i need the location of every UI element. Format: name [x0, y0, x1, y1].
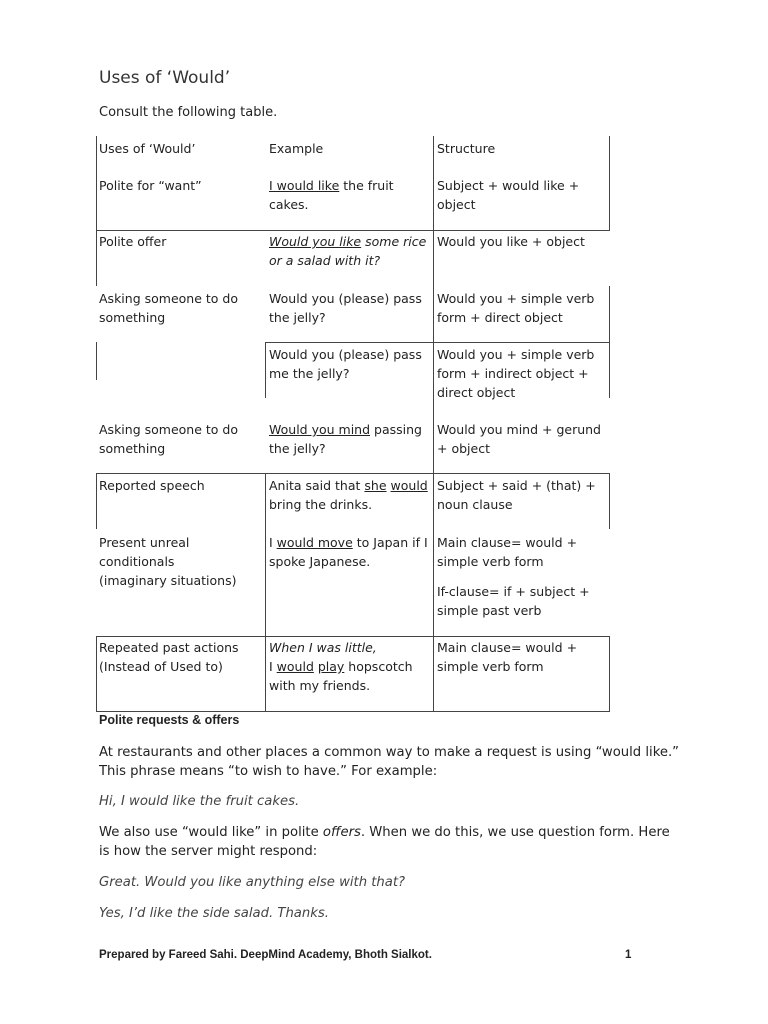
table-cell-structure-if: If-clause= if + subject + simple past verb	[437, 584, 590, 618]
table-border	[96, 230, 97, 286]
section-heading: Polite requests & offers	[99, 713, 240, 727]
example-sentence: Hi, I would like the fruit cakes.	[99, 794, 300, 809]
table-border	[433, 136, 434, 712]
page-number: 1	[625, 949, 632, 961]
table-header-structure: Structure	[437, 141, 496, 156]
table-cell-structure: Would you mind + gerund + object	[437, 422, 601, 456]
example-sentence: Yes, I’d like the side salad. Thanks.	[99, 906, 329, 921]
footer-credit: Prepared by Fareed Sahi. DeepMind Academy, Bhoth Sialkot.	[99, 949, 432, 961]
table-cell-use: Repeated past actions (Instead of Used to)	[99, 640, 239, 674]
table-border	[265, 342, 610, 343]
table-header-example: Example	[269, 141, 324, 156]
table-border	[96, 636, 610, 637]
table-cell-example: I would like the fruit cakes.	[269, 178, 394, 212]
table-border	[609, 136, 610, 174]
table-cell-use: Asking someone to do something	[99, 422, 238, 456]
table-cell-structure: Main clause= would + simple verb form	[437, 640, 578, 674]
intro-text: Consult the following table.	[99, 105, 278, 120]
table-cell-use: Polite for “want”	[99, 178, 202, 193]
table-border	[609, 473, 610, 529]
table-cell-use: Present unreal conditionals (imaginary situations)	[99, 535, 237, 588]
table-border	[609, 174, 610, 230]
table-cell-use: Asking someone to do something	[99, 291, 238, 325]
table-header-uses: Uses of ‘Would’	[99, 141, 196, 156]
example-sentence: Great. Would you like anything else with that?	[99, 875, 406, 890]
table-cell-example: I would move to Japan if I spoke Japanese.	[269, 535, 428, 569]
table-border	[96, 711, 610, 712]
table-border	[96, 473, 97, 529]
table-border	[609, 286, 610, 342]
table-cell-structure: Would you + simple verb form + indirect object + direct object	[437, 347, 595, 400]
table-cell-example: Would you (please) pass the jelly?	[269, 291, 422, 325]
table-border	[96, 136, 97, 230]
table-cell-example: Would you (please) pass me the jelly?	[269, 347, 422, 381]
table-border	[265, 342, 266, 398]
paragraph: We also use “would like” in polite offers. When we do this, we use question form. Here is how the server might respond:	[99, 825, 670, 859]
table-border	[609, 636, 610, 712]
page-title: Uses of ‘Would’	[99, 68, 231, 88]
table-cell-structure: Subject + would like + object	[437, 178, 580, 212]
table-cell-example: Would you like some rice or a salad with it?	[269, 234, 427, 268]
table-border	[96, 473, 610, 474]
table-cell-example: When I was little, I would play hopscotch with my friends.	[269, 640, 413, 693]
table-border	[96, 342, 97, 380]
table-cell-structure: Would you + simple verb form + direct object	[437, 291, 595, 325]
table-cell-use: Reported speech	[99, 478, 205, 493]
table-cell-structure: Main clause= would + simple verb form	[437, 535, 578, 569]
table-cell-example: Anita said that she would bring the drinks.	[269, 478, 428, 512]
table-border	[96, 636, 97, 712]
table-cell-structure: Would you like + object	[437, 234, 585, 249]
table-border	[265, 473, 266, 712]
table-cell-structure: Subject + said + (that) + noun clause	[437, 478, 596, 512]
table-cell-use: Polite offer	[99, 234, 167, 249]
table-border	[609, 342, 610, 398]
paragraph: At restaurants and other places a common way to make a request is using “would like.” This phrase means “to wish to have.” For example:	[99, 745, 680, 779]
table-border	[96, 230, 610, 231]
table-cell-example: Would you mind passing the jelly?	[269, 422, 422, 456]
